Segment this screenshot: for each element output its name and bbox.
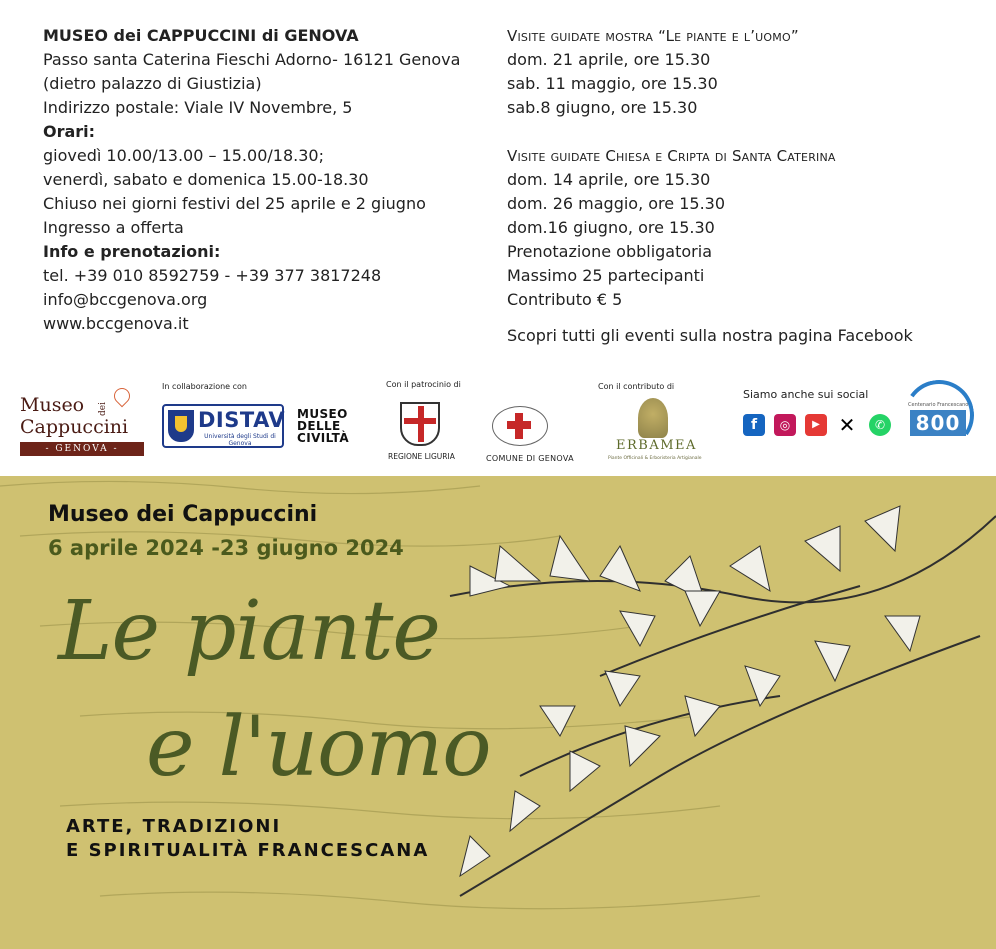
facebook-note[interactable]: Scopri tutti gli eventi sulla nostra pagina Facebook xyxy=(507,326,913,345)
crest-icon xyxy=(492,406,548,446)
whatsapp-icon[interactable]: ✆ xyxy=(869,414,891,436)
exhibit-subtitle-line2: E SPIRITUALITÀ FRANCESCANA xyxy=(66,840,430,861)
comune-genova-logo: COMUNE DI GENOVA xyxy=(480,398,564,464)
facebook-icon[interactable]: f xyxy=(743,414,765,436)
visit-note: Massimo 25 partecipanti xyxy=(507,266,705,285)
youtube-icon[interactable]: ▶ xyxy=(805,414,827,436)
exhibit-title-line1: Le piante xyxy=(58,584,440,679)
museo-cappuccini-logo: Museo dei Cappuccini - GENOVA - xyxy=(18,390,146,454)
church-visits-title: Visite guidate Chiesa e Cripta di Santa Caterina xyxy=(507,147,836,165)
contrib-label: Con il contributo di xyxy=(598,382,675,391)
museum-address-note: (dietro palazzo di Giustizia) xyxy=(43,74,262,93)
hours-line: Ingresso a offerta xyxy=(43,218,184,237)
visit-date: dom. 21 aprile, ore 15.30 xyxy=(507,50,711,69)
centenario-logo: Centenario Francescano 800 xyxy=(904,380,974,460)
visit-date: sab. 11 maggio, ore 15.30 xyxy=(507,74,718,93)
contact-label: Info e prenotazioni: xyxy=(43,242,221,261)
hours-line: giovedì 10.00/13.00 – 15.00/18.30; xyxy=(43,146,324,165)
visit-date: sab.8 giugno, ore 15.30 xyxy=(507,98,698,117)
distav-logo: DISTAV Università degli Studi di Genova xyxy=(162,404,284,448)
exhibit-banner xyxy=(0,476,996,949)
museum-name: MUSEO dei CAPPUCCINI di GENOVA xyxy=(43,26,359,45)
regione-liguria-logo: REGIONE LIGURIA xyxy=(388,402,456,462)
hours-line: venerdì, sabato e domenica 15.00-18.30 xyxy=(43,170,369,189)
museum-info xyxy=(43,24,460,336)
hours-line: Chiuso nei giorni festivi del 25 aprile e 2 giugno xyxy=(43,194,426,213)
email-link[interactable]: info@bccgenova.org xyxy=(43,290,208,309)
visit-date: dom.16 giugno, ore 15.30 xyxy=(507,218,715,237)
visit-note: Contributo € 5 xyxy=(507,290,623,309)
shield-icon xyxy=(168,410,194,442)
x-icon[interactable]: ✕ xyxy=(836,414,858,436)
phone-text: tel. +39 010 8592759 - +39 377 3817248 xyxy=(43,266,382,285)
visit-date: dom. 26 maggio, ore 15.30 xyxy=(507,194,726,213)
website-link[interactable]: www.bccgenova.it xyxy=(43,314,189,333)
venue-title: Museo dei Cappuccini xyxy=(48,502,318,527)
museum-address: Passo santa Caterina Fieschi Adorno- 16121 Genova xyxy=(43,50,461,69)
exhibit-dates: 6 aprile 2024 -23 giugno 2024 xyxy=(48,536,404,560)
logo-strip xyxy=(0,378,996,468)
patronage-label: Con il patrocinio di xyxy=(386,380,461,389)
visits-info xyxy=(507,24,913,348)
exhibit-title-line2: e l'uomo xyxy=(146,700,491,795)
visit-date: dom. 14 aprile, ore 15.30 xyxy=(507,170,711,189)
cross-shield-icon xyxy=(400,402,440,446)
exhibit-subtitle-line1: ARTE, TRADIZIONI xyxy=(66,816,282,837)
visit-note: Prenotazione obbligatoria xyxy=(507,242,712,261)
exhibition-visits-title: Visite guidate mostra “Le piante e l’uomo” xyxy=(507,27,799,45)
postal-address: Indirizzo postale: Viale IV Novembre, 5 xyxy=(43,98,353,117)
plant-icon xyxy=(638,398,668,438)
erbamea-logo: ERBAMEA Piante Officinali & Erboristeria Artigianale xyxy=(598,398,708,468)
hours-label: Orari: xyxy=(43,122,96,141)
instagram-icon[interactable]: ◎ xyxy=(774,414,796,436)
museo-delle-civilta-logo: MUSEO DELLE CIVILTÀ xyxy=(297,407,350,445)
heart-icon xyxy=(111,385,134,408)
social-label: Siamo anche sui social xyxy=(743,388,869,401)
collab-label: In collaborazione con xyxy=(162,382,247,391)
